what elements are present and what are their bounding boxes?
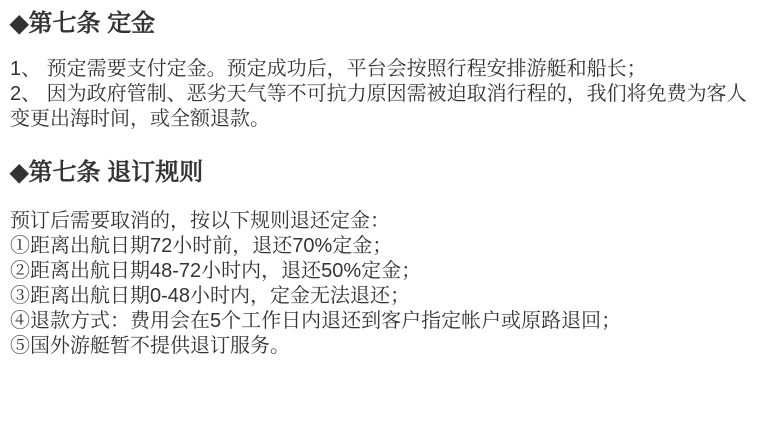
refund-rule-line-3: ③距离出航日期0-48小时内，定金无法退还； bbox=[10, 285, 411, 307]
refund-rules-paragraph bbox=[10, 209, 760, 359]
deposit-terms-line-3: 变更出海时间，或全额退款。 bbox=[10, 108, 270, 130]
deposit-terms-paragraph bbox=[10, 57, 760, 132]
diamond-bullet-icon: ◆ bbox=[10, 10, 29, 37]
deposit-terms-line-2: 2、 因为政府管制、恶劣天气等不可抗力原因需被迫取消行程的，我们将免费为客人 bbox=[10, 83, 747, 105]
refund-rule-line-5: ⑤国外游艇暂不提供退订服务。 bbox=[10, 335, 290, 357]
section-title-refund-rules: 第七条 退订规则 bbox=[28, 159, 204, 186]
diamond-bullet-icon: ◆ bbox=[10, 159, 29, 186]
section-heading-refund-rules bbox=[10, 157, 760, 189]
refund-rule-line-1: ①距离出航日期72小时前，退还70%定金； bbox=[10, 235, 393, 257]
refund-rules-intro-line: 预订后需要取消的，按以下规则退还定金： bbox=[10, 210, 390, 232]
section-heading-deposit bbox=[10, 8, 760, 40]
refund-rule-line-4: ④退款方式：费用会在5个工作日内退还到客户指定帐户或原路退回； bbox=[10, 310, 622, 332]
refund-rule-line-2: ②距离出航日期48-72小时内，退还50%定金； bbox=[10, 260, 422, 282]
section-title-deposit: 第七条 定金 bbox=[28, 10, 156, 37]
deposit-terms-line-1: 1、 预定需要支付定金。预定成功后，平台会按照行程安排游艇和船长； bbox=[10, 58, 647, 80]
